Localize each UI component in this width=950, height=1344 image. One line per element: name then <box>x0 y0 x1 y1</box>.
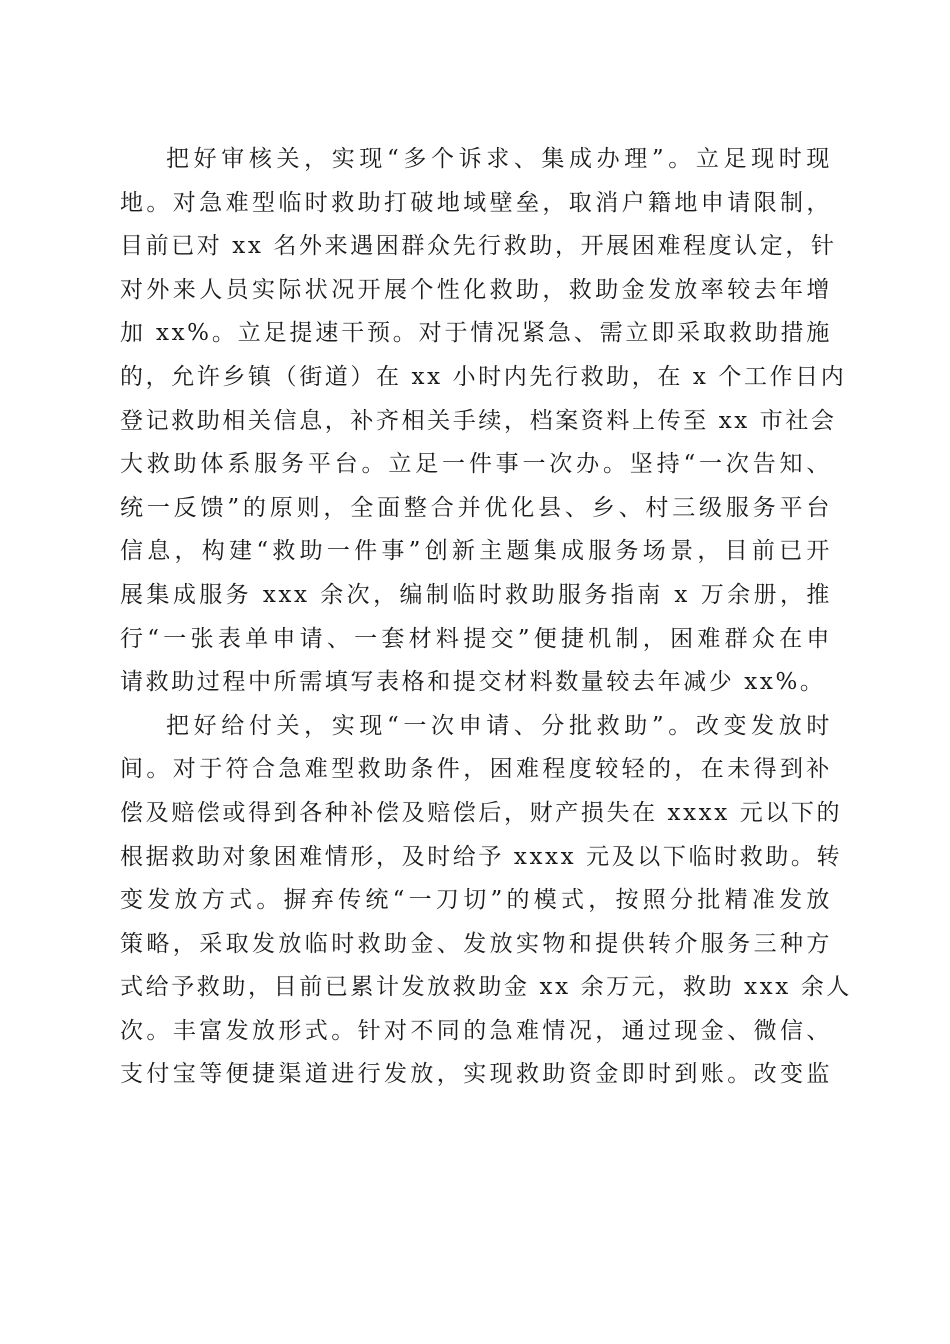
text-line: 把好给付关，实现“一次申请、分批救助”。改变发放时 <box>166 712 832 739</box>
document-body <box>120 138 852 1097</box>
text-line: 加 xx%。立足提速干预。对于情况紧急、需立即采取救助措施 <box>120 320 832 347</box>
text-line: 偿及赔偿或得到各种补偿及赔偿后，财产损失在 xxxx 元以下的 <box>120 799 843 826</box>
text-line: 支付宝等便捷渠道进行发放，实现救助资金即时到账。改变监 <box>120 1061 832 1088</box>
text-line: 次。丰富发放形式。针对不同的急难情况，通过现金、微信、 <box>120 1017 832 1044</box>
paragraph-payment <box>120 705 852 1097</box>
text-line: 目前已对 xx 名外来遇困群众先行救助，开展困难程度认定，针 <box>120 233 837 260</box>
text-line: 策略，采取发放临时救助金、发放实物和提供转介服务三种方 <box>120 930 832 957</box>
paragraph-review <box>120 138 847 705</box>
text-line: 根据救助对象困难情形，及时给予 xxxx 元及以下临时救助。转 <box>120 843 843 870</box>
text-line: 展集成服务 xxx 余次，编制临时救助服务指南 x 万余册，推 <box>120 581 832 608</box>
text-line: 登记救助相关信息，补齐相关手续，档案资料上传至 xx 市社会 <box>120 407 837 434</box>
text-line: 行“一张表单申请、一套材料提交”便捷机制，困难群众在申 <box>120 625 832 652</box>
text-line: 间。对于符合急难型救助条件，困难程度较轻的，在未得到补 <box>120 756 832 783</box>
text-line: 对外来人员实际状况开展个性化救助，救助金发放率较去年增 <box>120 276 832 303</box>
text-line: 地。对急难型临时救助打破地域壁垒，取消户籍地申请限制， <box>120 189 832 216</box>
text-line: 信息，构建“救助一件事”创新主题集成服务场景，目前已开 <box>120 538 832 565</box>
text-line: 统一反馈”的原则，全面整合并优化县、乡、村三级服务平台 <box>120 494 832 521</box>
text-line: 请救助过程中所需填写表格和提交材料数量较去年减少 xx%。 <box>120 669 826 696</box>
text-line: 大救助体系服务平台。立足一件事一次办。坚持“一次告知、 <box>120 451 832 478</box>
text-line: 式给予救助，目前已累计发放救助金 xx 余万元，救助 xxx 余人 <box>120 974 852 1001</box>
text-line: 的，允许乡镇（街道）在 xx 小时内先行救助，在 x 个工作日内 <box>120 363 847 390</box>
text-line: 变发放方式。摒弃传统“一刀切”的模式，按照分批精准发放 <box>120 887 832 914</box>
text-line: 把好审核关，实现“多个诉求、集成办理”。立足现时现 <box>166 146 832 172</box>
